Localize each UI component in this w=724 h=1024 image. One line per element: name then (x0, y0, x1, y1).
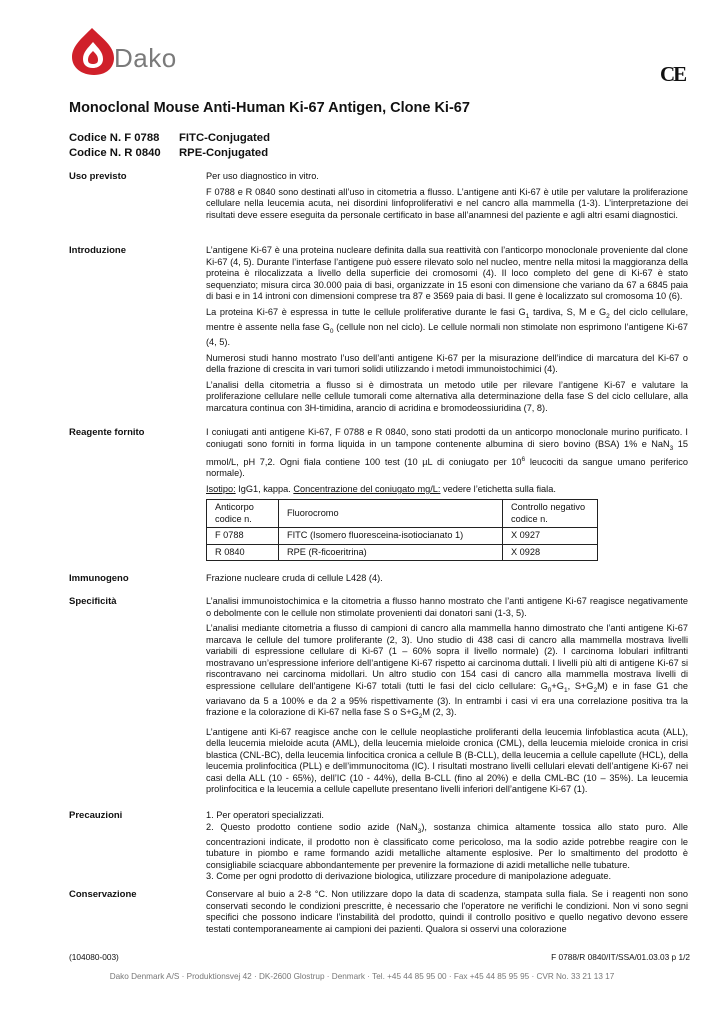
paragraph: Conservare al buio a 2-8 °C. Non utilizzare dopo la data di scadenza, stampata sulla fiala. Se i reagenti non sono conservati secondo le condizioni prescritte, è necessario che l'operatore ne verifichi le condizioni. Non vi sono segni specifici che possono indicare l’instabilità del prodotto, quindi il controllo positivo e quello negativo devono essere testati contemporaneamente ai campioni dei pazienti. Qualora si osservi una colorazione (206, 889, 688, 934)
table-cell: X 0928 (503, 544, 598, 561)
section-label: Uso previsto (69, 171, 127, 182)
table-header: Anticorpo codice n. (207, 500, 279, 528)
paragraph: La proteina Ki-67 è espressa in tutte le cellule proliferative durante le fasi $G_1$ tardiva, S, M e $G_2$ del ciclo cellulare, mentre è assente nella fase $G_0$ (cellule non nel ciclo). Le cellule normali non stimolate non esprimono l’antigene Ki-67 (4, 5). (206, 306, 689, 348)
paragraph: L’antigene anti Ki-67 reagisce anche con le cellule neoplastiche proliferanti della leucemia linfoblastica acuta (ALL), della leucemia mieloide acuta (AML), della leucemia mieloide cronica (CML), della leucemia mieloide cronica in crisi blastica (CNL-BC), della leucemia linfocitica cronica a cellule B (B-CLL), della leucemia a cellule capellute (HCL), della leucemia prolinfocitica (PLL) e dell’immunocitoma (IC). I risultati mostrano livelli cellulari elevati dell’antigene Ki-67 nei casi della ALL (10 - 65%), dell’IC (10 - 44%), della B-CLL (fino al 20%) e della CML-BC (10 – 35%). La leucemia prolinfocitica e la leucemia a cellule capellute presentano livelli inferiori dell’antigene Ki-67 (1). (206, 726, 688, 795)
paragraph: L’analisi mediante citometria a flusso di campioni di cancro alla mammella hanno dimostrato che l’anti antigene Ki-67 marcava le cellule del tumore proliferante (2, 3). Uno studio di 438 casi di cancro alla mammella mostrava livelli variabili di espressione cellulare di Ki-67 (1 – 60% sopra il livello normale) (2). I carcinoma lobulari infiltranti mostravano un’espressione inferiore dell’antigene Ki-67 rispetto ai carcinoma duttali. I livelli più alti di antigene Ki-67 si riscontravano nei carcinoma midollari. Un altro studio con 154 casi di cancro alla mammella mostrava livelli di espressione cellulare dell’antigene Ki-67 totali (tutti le fasi del ciclo cellulare: $G_0+G_1$, $S+G_2M$) e in fase G1 che variavano da 5 a 100% e da 2 a 95% rispettivamente (3). In entrambi i casi vi era una correlazione positiva tra la frazione e la colorazione di Ki-67 nella fase S o $S+G_2M$ (2, 3). (206, 623, 689, 721)
paragraph: L’antigene Ki-67 è una proteina nucleare definita dalla sua reattività con l’anticorpo monoclonale proveniente dal clone Ki-67 (4, 5). Durante l’interfase l’antigene può essere rilevato solo nel nucleo, mentre nella mitosi la maggioranza della proteina è rilocalizzata a livello della superficie dei cromosomi (4). Il loco completo del gene di Ki-67 è stato sequenziato; misura circa 30.000 paia di basi, organizzate in 15 esoni con dimensione che variano da 67 a 6845 paia di basi e in 14 introni con dimensioni comprese tra 87 e 3569 paia di basi. Il gene è localizzato sul cromosoma 10 (6). (206, 245, 688, 301)
product-desc: FITC-Conjugated (179, 132, 270, 144)
table-row (207, 528, 598, 545)
table-cell: R 0840 (207, 544, 279, 561)
ce-mark: CE (660, 62, 686, 86)
isotype-line: Isotipo: IgG1, kappa. Concentrazione del coniugato mg/L: vedere l’etichetta sulla fiala. (206, 483, 556, 494)
reagent-table (206, 499, 598, 561)
page-title: Monoclonal Mouse Anti-Human Ki-67 Antigen, Clone Ki-67 (69, 100, 470, 116)
section-label: Conservazione (69, 889, 137, 900)
paragraph: L’analisi immunoistochimica e la citometria a flusso hanno mostrato che l’anti antigene Ki-67 reagisce negativamente o debolmente con le cellule non stimolate provenienti dai donatori sani (1-3, 5). (206, 596, 688, 618)
table-cell: F 0788 (207, 528, 279, 545)
list-item: 3. Come per ogni prodotto di derivazione biologica, utilizzare procedure di manipolazione adeguate. (206, 871, 612, 882)
page-reference: F 0788/R 0840/IT/SSA/01.03.03 p 1/2 (551, 952, 690, 962)
list-item: 1. Per operatori specializzati. (206, 810, 324, 820)
product-codes (69, 131, 270, 161)
section-label: Precauzioni (69, 810, 123, 821)
table-header-row (207, 500, 598, 528)
product-desc: RPE-Conjugated (179, 147, 269, 159)
company-address: Dako Denmark A/S · Produktionsvej 42 · DK-2600 Glostrup · Denmark · Tel. +45 44 85 95 00 · Fax +45 44 85 95 95 · CVR No. 33 21 13 17 (109, 972, 615, 981)
table-header: Controllo negativo codice n. (503, 500, 598, 528)
section-label: Reagente fornito (69, 427, 145, 438)
list-item: 2. Questo prodotto contiene sodio azide (NaN$_3$), sostanza chimica altamente tossica allo stato puro. Alle concentrazioni indicate, il prodotto non è classificato come pericoloso, ma la sodio azide potrebbe reagire con le tubature in piombo e rame formando azidi metalliche altamente esplosive. Per lo smaltimento del prodotto è consigliabile sciacquare abbondantemente per prevenire la formazione di azidi metalliche nelle tubature. (206, 821, 688, 870)
table-row (207, 544, 598, 561)
table-cell: X 0927 (503, 528, 598, 545)
paragraph: F 0788 e R 0840 sono destinati all’uso in citometria a flusso. L’antigene anti Ki-67 è utile per valutare la proliferazione cellulare nella leucemia acuta, nei disordini linfoproliferativi e nel cancro alla mammella (1-3). L’interpretazione dei risultati deve essere eseguita da personale certificato in base all’anamnesi del paziente e agli altri esami diagnostici. (206, 186, 688, 220)
paragraph: Frazione nucleare cruda di cellule L428 (4). (206, 573, 383, 583)
product-code: Codice N. F 0788 (69, 132, 160, 144)
table-header: Fluorocromo (279, 500, 503, 528)
section-label: Introduzione (69, 245, 126, 256)
paragraph: I coniugati anti antigene Ki-67, F 0788 e R 0840, sono stati prodotti da un anticorpo monoclonale murino purificato. I coniugati sono forniti in forma liquida in un tampone contenente albumina di siero bovino (BSA) 1% e NaN$_3$ 15 mmol/L, pH 7,2. Ogni fiala contiene 100 test (10 µL di coniugato per $10^6$ leucociti da sangue umano periferico normale). (206, 427, 688, 479)
paragraph: Numerosi studi hanno mostrato l’uso dell’anti antigene Ki-67 per la misurazione dell’indice di marcatura del Ki-67 o della frazione di crescita in vari tumori solidi utilizzando i metodi immunoistochimici (4). (206, 352, 688, 375)
logo-text: Dako (114, 43, 177, 73)
document-number: (104080-003) (69, 952, 119, 962)
table-cell: RPE (R-ficoeritrina) (279, 544, 503, 561)
paragraph: Per uso diagnostico in vitro. (206, 171, 319, 181)
table-cell: FITC (Isomero fluoresceina-isotiocianato 1) (279, 528, 503, 545)
product-code: Codice N. R 0840 (69, 147, 161, 159)
section-label: Specificità (69, 596, 117, 607)
section-label: Immunogeno (69, 573, 129, 584)
paragraph: L’analisi della citometria a flusso si è dimostrata un metodo utile per rilevare l’antigene Ki-67 e valutare la proliferazione cellulare nelle cellule tumorali come alternativa alla determinazione della fase S del ciclo cellulare, alla marcatura continua con 3H-timidina, arancio di acridina e bromodeossiuridina (7, 8). (206, 379, 688, 413)
